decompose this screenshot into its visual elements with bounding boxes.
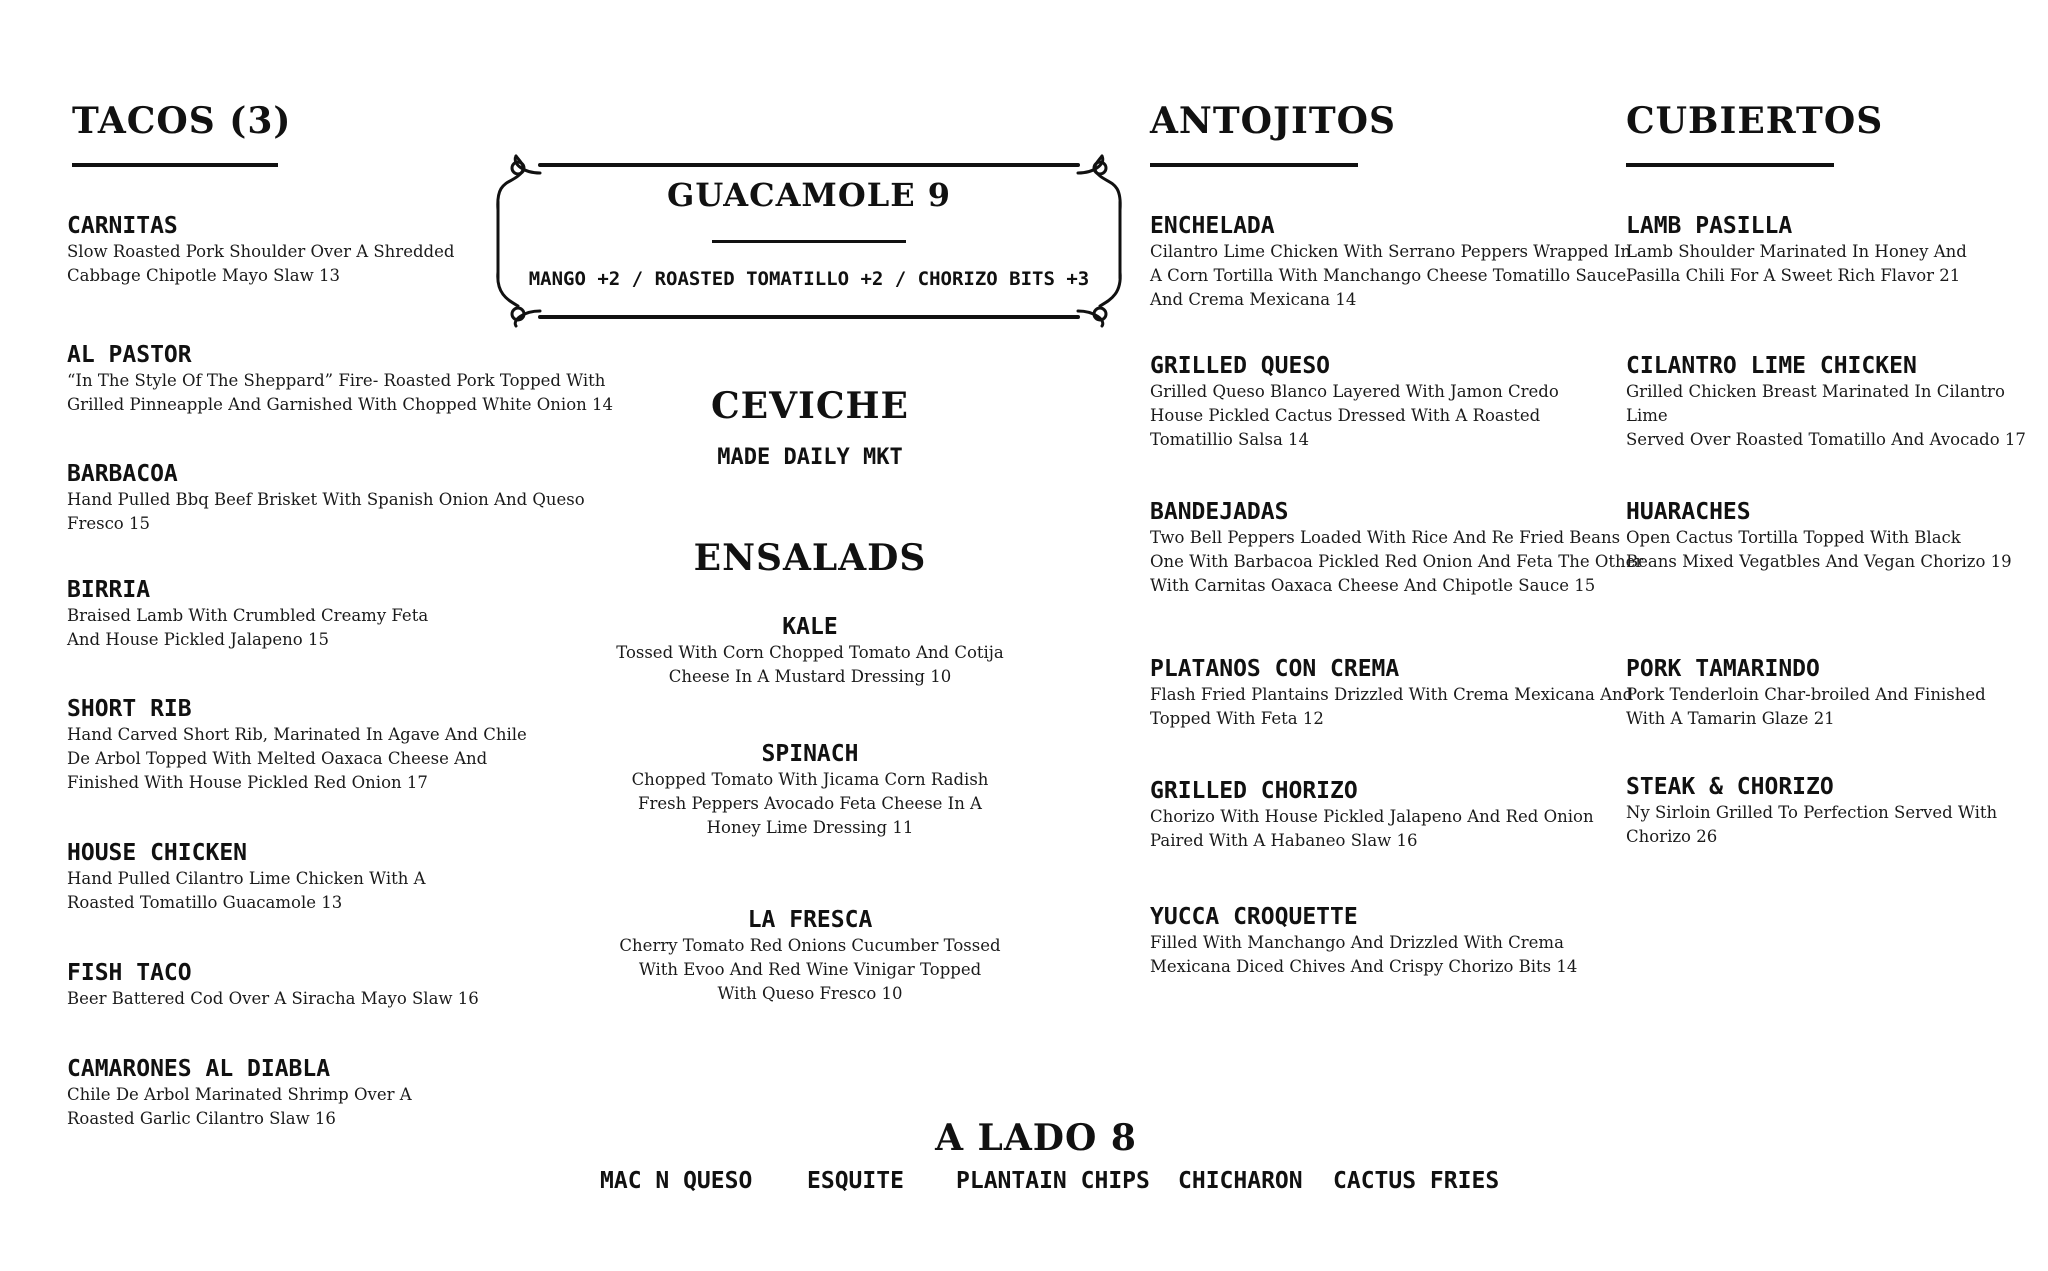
item-name: AL PASTOR	[67, 342, 192, 368]
menu-item-barbacoa	[67, 460, 587, 536]
tacos-divider	[72, 163, 278, 167]
item-description: Tossed With Corn Chopped Tomato And Cotija Cheese In A Mustard Dressing 10	[616, 643, 1004, 686]
item-description: Hand Pulled Bbq Beef Brisket With Spanish Onion And Queso Fresco 15	[67, 490, 585, 533]
item-description: Lamb Shoulder Marinated In Honey And Pasilla Chili For A Sweet Rich Flavor 21	[1626, 242, 1967, 285]
item-description: Chile De Arbol Marinated Shrimp Over A Roasted Garlic Cilantro Slaw 16	[67, 1085, 412, 1128]
menu-item-house-chicken	[67, 839, 587, 915]
cubiertos-divider	[1626, 163, 1834, 167]
item-name: SPINACH	[761, 741, 859, 767]
menu-item-birria	[67, 576, 587, 652]
item-description: Ny Sirloin Grilled To Perfection Served With Chorizo 26	[1626, 803, 1998, 846]
tacos-title: TACOS (3)	[72, 100, 292, 142]
side-item: CHICHARON	[1178, 1168, 1303, 1194]
menu-item-bandejadas	[1150, 498, 1670, 598]
item-description: Grilled Chicken Breast Marinated In Cilantro Lime Served Over Roasted Tomatillo And Avocado 17	[1626, 382, 2026, 449]
item-name: HOUSE CHICKEN	[67, 840, 248, 866]
menu-item-platanos-con-crema	[1150, 655, 1670, 731]
item-name: GRILLED QUESO	[1150, 353, 1331, 379]
item-name: KALE	[782, 614, 838, 640]
item-name: LA FRESCA	[747, 907, 873, 933]
item-name: BARBACOA	[67, 461, 178, 487]
menu-item-huaraches	[1626, 498, 2036, 574]
menu-item-pork-tamarindo	[1626, 655, 2036, 731]
menu-item-lamb-pasilla	[1626, 212, 2036, 288]
item-name: PLATANOS CON CREMA	[1150, 656, 1400, 682]
item-description: Pork Tenderloin Char-broiled And Finished With A Tamarin Glaze 21	[1626, 685, 1986, 728]
item-name: PORK TAMARINDO	[1626, 656, 1820, 682]
side-item: ESQUITE	[807, 1168, 904, 1194]
guacamole-divider	[712, 240, 906, 243]
ceviche-subtitle: MADE DAILY MKT	[717, 445, 903, 470]
guacamole-addons: MANGO +2 / ROASTED TOMATILLO +2 / CHORIZO BITS +3	[528, 268, 1090, 290]
side-item: PLANTAIN CHIPS	[956, 1168, 1150, 1194]
antojitos-divider	[1150, 163, 1358, 167]
menu-item-spinach	[560, 740, 1060, 840]
cubiertos-title: CUBIERTOS	[1626, 100, 1884, 142]
item-name: HUARACHES	[1626, 499, 1751, 525]
item-name: SHORT RIB	[67, 696, 192, 722]
item-name: YUCCA CROQUETTE	[1150, 904, 1358, 930]
menu-item-grilled-queso	[1150, 352, 1670, 452]
menu-item-al-pastor	[67, 341, 627, 417]
item-description: Two Bell Peppers Loaded With Rice And Re Fried Beans One With Barbacoa Pickled Red Onion And Feta The Other With Carnitas Oaxaca Cheese And Chipotle Sauce 15	[1150, 528, 1644, 595]
menu-item-yucca-croquette	[1150, 903, 1670, 979]
item-description: Flash Fried Plantains Drizzled With Crema Mexicana And Topped With Feta 12	[1150, 685, 1634, 728]
menu-item-cilantro-lime-chicken	[1626, 352, 2036, 452]
item-description: Chopped Tomato With Jicama Corn Radish Fresh Peppers Avocado Feta Cheese In A Honey Lime Dressing 11	[631, 770, 989, 837]
menu-item-steak-and-chorizo	[1626, 773, 2036, 849]
item-name: ENCHELADA	[1150, 213, 1275, 239]
antojitos-title: ANTOJITOS	[1150, 100, 1397, 142]
item-name: STEAK & CHORIZO	[1626, 774, 1834, 800]
menu-item-la-fresca	[560, 906, 1060, 1006]
item-description: Cherry Tomato Red Onions Cucumber Tossed With Evoo And Red Wine Vinigar Topped With Queso Fresco 10	[619, 936, 1001, 1003]
item-name: CILANTRO LIME CHICKEN	[1626, 353, 1917, 379]
item-name: BANDEJADAS	[1150, 499, 1289, 525]
menu-item-short-rib	[67, 695, 587, 795]
menu-item-camarones-al-diabla	[67, 1055, 587, 1131]
item-description: Beer Battered Cod Over A Siracha Mayo Slaw 16	[67, 989, 479, 1008]
item-description: Cilantro Lime Chicken With Serrano Peppers Wrapped In A Corn Tortilla With Manchango Cheese Tomatillo Sauce And Crema Mexicana 14	[1150, 242, 1631, 309]
item-name: BIRRIA	[67, 577, 151, 603]
a-lado-title: A LADO 8	[935, 1117, 1137, 1159]
item-description: “In The Style Of The Sheppard” Fire- Roasted Pork Topped With Grilled Pinneapple And Garnished With Chopped White Onion 14	[67, 371, 614, 414]
ensalads-title: ENSALADS	[693, 537, 927, 579]
side-item: MAC N QUESO	[600, 1168, 753, 1194]
menu-item-grilled-chorizo	[1150, 777, 1670, 853]
side-item: CACTUS FRIES	[1333, 1168, 1500, 1194]
item-description: Braised Lamb With Crumbled Creamy Feta And House Pickled Jalapeno 15	[67, 606, 429, 649]
item-name: CAMARONES AL DIABLA	[67, 1056, 331, 1082]
item-name: LAMB PASILLA	[1626, 213, 1793, 239]
menu-item-enchelada	[1150, 212, 1670, 312]
menu-item-kale	[560, 613, 1060, 689]
item-description: Grilled Queso Blanco Layered With Jamon Credo House Pickled Cactus Dressed With A Roasted Tomatillio Salsa 14	[1150, 382, 1559, 449]
item-name: FISH TACO	[67, 960, 192, 986]
item-description: Slow Roasted Pork Shoulder Over A Shredded Cabbage Chipotle Mayo Slaw 13	[67, 242, 455, 285]
menu-item-fish-taco	[67, 959, 587, 1011]
ceviche-title: CEVICHE	[711, 385, 909, 427]
item-name: CARNITAS	[67, 213, 178, 239]
item-description: Filled With Manchango And Drizzled With Crema Mexicana Diced Chives And Crispy Chorizo Bits 14	[1150, 933, 1578, 976]
item-description: Hand Carved Short Rib, Marinated In Agave And Chile De Arbol Topped With Melted Oaxaca Cheese And Finished With House Pickled Red Onion 17	[67, 725, 527, 792]
item-description: Open Cactus Tortilla Topped With Black Beans Mixed Vegatbles And Vegan Chorizo 19	[1626, 528, 2012, 571]
item-description: Chorizo With House Pickled Jalapeno And Red Onion Paired With A Habaneo Slaw 16	[1150, 807, 1594, 850]
sides-list	[0, 1168, 2048, 1204]
guacamole-title: GUACAMOLE 9	[667, 176, 951, 214]
item-name: GRILLED CHORIZO	[1150, 778, 1358, 804]
item-description: Hand Pulled Cilantro Lime Chicken With A Roasted Tomatillo Guacamole 13	[67, 869, 426, 912]
